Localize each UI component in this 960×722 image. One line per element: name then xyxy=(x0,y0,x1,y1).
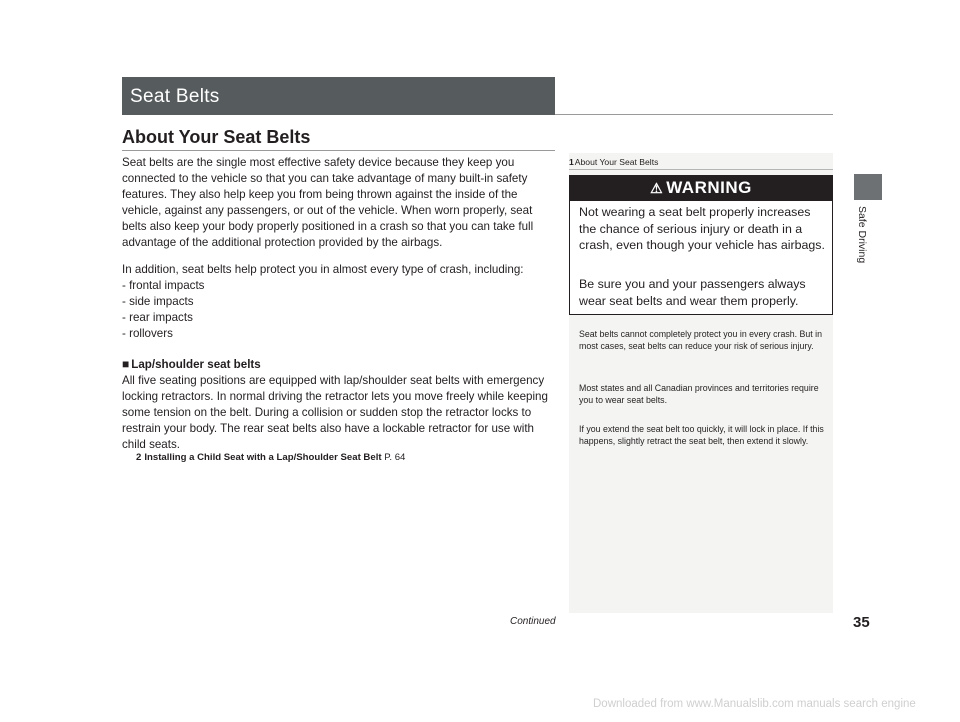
reference-page: P. 64 xyxy=(384,452,406,463)
sidebar-title-text: About Your Seat Belts xyxy=(574,157,659,167)
continued-label: Continued xyxy=(510,616,556,627)
lap-shoulder-paragraph: All five seating positions are equipped with lap/shoulder seat belts with emergency locking retractors. In normal driving the retractor lets you move freely while keeping some tension on the belt. During a collision or sudden stop the retractor locks to restrain your body. The rear seat belts also have a lockable retractor for use with child seats. xyxy=(122,374,548,451)
intro-paragraph: Seat belts are the single most effective safety device because they keep you connected to the vehicle so that you can take advantage of many built-in safety features. They also help keep you from being thrown against the inside of the vehicle, against any passengers, or out of the vehicle. When worn properly, seat belts also keep your body properly positioned in a crash so that you can take full advantage of the additional protection provided by the airbags. xyxy=(122,156,534,249)
list-item-frontal: - frontal impacts xyxy=(122,279,205,292)
chapter-tab-label: Safe Driving xyxy=(856,206,868,264)
list-item-rear: - rear impacts xyxy=(122,311,193,324)
square-bullet-icon: ■ xyxy=(122,357,130,371)
sidebar-marker-icon: 1 xyxy=(569,157,574,167)
warning-label xyxy=(570,178,832,198)
page-heading: About Your Seat Belts xyxy=(122,127,311,147)
reference-title: Installing a Child Seat with a Lap/Shoulder Seat Belt xyxy=(144,452,382,463)
sidebar-title-rule xyxy=(569,169,833,170)
page-number: 35 xyxy=(853,614,870,631)
banner-rule xyxy=(555,114,833,115)
warning-text-2: Be sure you and your passengers always wear seat belts and wear them properly. xyxy=(579,277,806,308)
list-item-rollovers: - rollovers xyxy=(122,327,173,340)
crash-types-intro: In addition, seat belts help protect you in almost every type of crash, including: xyxy=(122,263,524,276)
sidebar-title xyxy=(569,157,658,167)
warning-label-text: WARNING xyxy=(666,178,752,197)
warning-triangle-icon: ⚠ xyxy=(650,180,664,196)
sidebar-note-3: If you extend the seat belt too quickly, it will lock in place. If this happens, slightly retract the seat belt, then extend it slowly. xyxy=(579,424,824,447)
footer-watermark-link[interactable]: Downloaded from www.Manualslib.com manuals search engine xyxy=(593,698,916,710)
sidebar-note-2: Most states and all Canadian provinces and territories require you to wear seat belts. xyxy=(579,383,819,406)
heading-rule xyxy=(122,150,555,151)
subheading-lap-shoulder xyxy=(122,357,261,371)
cross-reference-link[interactable] xyxy=(136,452,405,463)
subheading-text: Lap/shoulder seat belts xyxy=(131,358,261,371)
section-title: Seat Belts xyxy=(130,86,220,107)
sidebar-note-1: Seat belts cannot completely protect you in every crash. But in most cases, seat belts can reduce your risk of serious injury. xyxy=(579,329,823,352)
chapter-tab-block xyxy=(854,174,882,200)
warning-text-1: Not wearing a seat belt properly increases the chance of serious injury or death in a crash, even though your vehicle has airbags. xyxy=(579,205,825,252)
reference-arrow-icon: 2 xyxy=(136,452,142,463)
list-item-side: - side impacts xyxy=(122,295,194,308)
